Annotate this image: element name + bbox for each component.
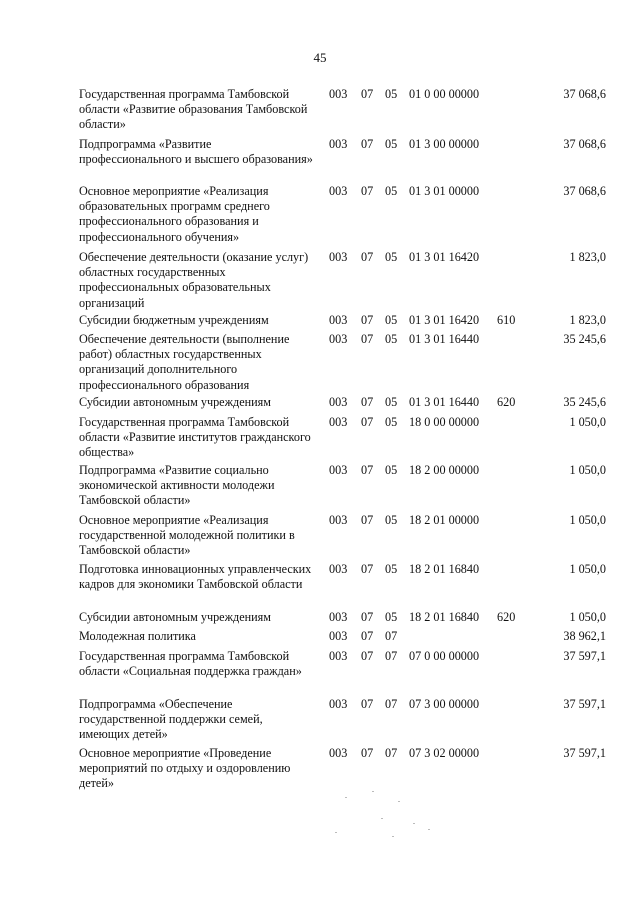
cell-pr: 05: [385, 395, 398, 409]
cell-rz: 07: [361, 649, 374, 663]
cell-pr: 05: [385, 313, 398, 327]
cell-name: Основное мероприятие «Реализация образовательных программ среднего профессионального образования и профессионального обучения»: [79, 184, 270, 244]
cell-ved: 003: [329, 746, 348, 760]
cell-rz: 07: [361, 332, 374, 346]
cell-rz: 07: [361, 746, 374, 760]
cell-ved: 003: [329, 697, 348, 711]
cell-csr: 18 0 00 00000: [409, 415, 480, 429]
cell-pr: 07: [385, 629, 398, 643]
cell-csr: 18 2 01 00000: [409, 513, 480, 527]
cell-sum: 37 597,1: [563, 697, 606, 711]
cell-csr: 01 3 01 16440: [409, 395, 480, 409]
cell-ved: 003: [329, 649, 348, 663]
cell-rz: 07: [361, 697, 374, 711]
cell-name: Подпрограмма «Развитие профессионального и высшего образования»: [79, 137, 313, 167]
cell-ved: 003: [329, 610, 348, 624]
cell-csr: 07 0 00 00000: [409, 649, 480, 663]
cell-csr: 01 3 01 16420: [409, 250, 480, 264]
cell-sum: 1 050,0: [569, 610, 606, 624]
cell-csr: 01 3 01 00000: [409, 184, 480, 198]
cell-sum: 1 050,0: [569, 463, 606, 477]
cell-pr: 05: [385, 562, 398, 576]
cell-sum: 1 050,0: [569, 513, 606, 527]
cell-name: Подготовка инновационных управленческих кадров для экономики Тамбовской области: [79, 562, 312, 592]
cell-rz: 07: [361, 137, 374, 151]
cell-csr: 18 2 00 00000: [409, 463, 480, 477]
cell-name: Субсидии автономным учреждениям: [79, 610, 271, 624]
cell-name: Субсидии бюджетным учреждениям: [79, 313, 269, 327]
cell-rz: 07: [361, 87, 374, 101]
cell-sum: 37 597,1: [563, 746, 606, 760]
cell-pr: 05: [385, 332, 398, 346]
cell-csr: 01 3 01 16440: [409, 332, 480, 346]
cell-name: Обеспечение деятельности (оказание услуг) областных государственных профессиональных образовательных организаций: [79, 250, 309, 310]
cell-rz: 07: [361, 629, 374, 643]
cell-name: Основное мероприятие «Проведение мероприятий по отдыху и оздоровлению детей»: [79, 746, 291, 791]
cell-sum: 1 050,0: [569, 562, 606, 576]
cell-rz: 07: [361, 463, 374, 477]
cell-ved: 003: [329, 562, 348, 576]
cell-sum: 35 245,6: [563, 395, 606, 409]
cell-sum: 37 068,6: [563, 87, 606, 101]
cell-csr: 07 3 00 00000: [409, 697, 480, 711]
cell-vr: 620: [497, 610, 516, 624]
cell-rz: 07: [361, 415, 374, 429]
cell-ved: 003: [329, 513, 348, 527]
cell-csr: 01 0 00 00000: [409, 87, 480, 101]
cell-rz: 07: [361, 313, 374, 327]
cell-csr: 01 3 00 00000: [409, 137, 480, 151]
cell-vr: 610: [497, 313, 516, 327]
cell-ved: 003: [329, 250, 348, 264]
cell-sum: 37 068,6: [563, 137, 606, 151]
cell-rz: 07: [361, 395, 374, 409]
cell-rz: 07: [361, 250, 374, 264]
cell-pr: 05: [385, 610, 398, 624]
cell-name: Государственная программа Тамбовской области «Социальная поддержка граждан»: [79, 649, 302, 679]
cell-csr: 18 2 01 16840: [409, 562, 480, 576]
cell-csr: 07 3 02 00000: [409, 746, 480, 760]
cell-sum: 1 823,0: [569, 313, 606, 327]
cell-csr: 18 2 01 16840: [409, 610, 480, 624]
cell-name: Подпрограмма «Обеспечение государственной поддержки семей, имеющих детей»: [79, 697, 263, 742]
cell-ved: 003: [329, 184, 348, 198]
cell-rz: 07: [361, 562, 374, 576]
cell-vr: 620: [497, 395, 516, 409]
cell-rz: 07: [361, 610, 374, 624]
cell-sum: 37 597,1: [563, 649, 606, 663]
cell-pr: 05: [385, 184, 398, 198]
cell-name: Молодежная политика: [79, 629, 196, 643]
cell-pr: 05: [385, 463, 398, 477]
cell-ved: 003: [329, 463, 348, 477]
cell-name: Обеспечение деятельности (выполнение работ) областных государственных организаций дополнительного профессионального образования: [79, 332, 290, 392]
page-number: 45: [313, 50, 327, 65]
cell-ved: 003: [329, 629, 348, 643]
cell-sum: 1 823,0: [569, 250, 606, 264]
cell-ved: 003: [329, 332, 348, 346]
cell-ved: 003: [329, 137, 348, 151]
cell-sum: 1 050,0: [569, 415, 606, 429]
cell-pr: 07: [385, 746, 398, 760]
cell-sum: 37 068,6: [563, 184, 606, 198]
cell-csr: 01 3 01 16420: [409, 313, 480, 327]
cell-pr: 05: [385, 415, 398, 429]
cell-pr: 07: [385, 649, 398, 663]
cell-pr: 05: [385, 87, 398, 101]
cell-pr: 05: [385, 250, 398, 264]
cell-pr: 05: [385, 137, 398, 151]
cell-name: Подпрограмма «Развитие социально экономической активности молодежи Тамбовской области»: [79, 463, 275, 508]
cell-pr: 05: [385, 513, 398, 527]
cell-ved: 003: [329, 313, 348, 327]
cell-ved: 003: [329, 415, 348, 429]
cell-pr: 07: [385, 697, 398, 711]
cell-sum: 38 962,1: [563, 629, 606, 643]
cell-name: Субсидии автономным учреждениям: [79, 395, 271, 409]
cell-ved: 003: [329, 87, 348, 101]
cell-rz: 07: [361, 184, 374, 198]
cell-sum: 35 245,6: [563, 332, 606, 346]
cell-rz: 07: [361, 513, 374, 527]
cell-ved: 003: [329, 395, 348, 409]
cell-name: Государственная программа Тамбовской области «Развитие образования Тамбовской области»: [79, 87, 308, 132]
cell-name: Государственная программа Тамбовской области «Развитие институтов гражданского общества»: [79, 415, 311, 460]
cell-name: Основное мероприятие «Реализация государственной молодежной политики в Тамбовской области»: [79, 513, 295, 558]
